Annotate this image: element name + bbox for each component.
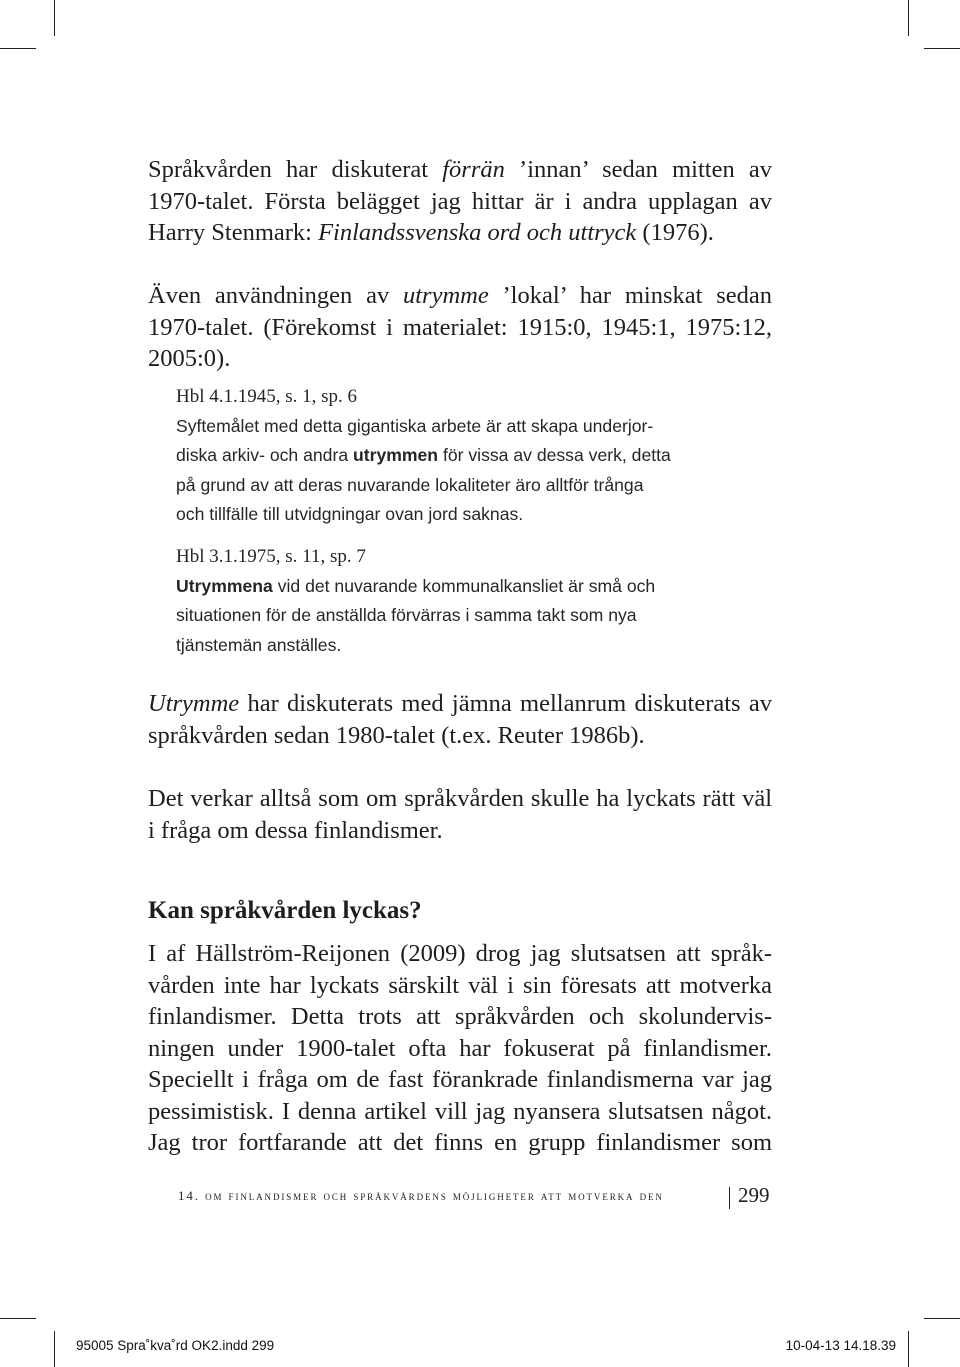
text-line: finlandismer. Detta trots att språkvården och skolundervis- — [148, 1003, 772, 1030]
crop-mark-bottom-right-h — [924, 1318, 960, 1319]
paragraph-conclusion — [148, 783, 772, 846]
text-line: Även användningen av utrymme ’lokal’ har minskat sedan — [148, 282, 772, 309]
text-line: Speciellt i fråga om de fast förankrade finlandismerna var jag — [148, 1066, 772, 1093]
citation-line: diska arkiv- och andra utrymmen för vissa av dessa verk, detta — [176, 445, 671, 465]
crop-mark-bottom-right — [908, 1331, 909, 1367]
text-line: ningen under 1900-talet ofta har fokuserat på finlandismer. — [148, 1034, 772, 1062]
citation-line: situationen för de anställda förvärras i samma takt som nya — [176, 605, 637, 625]
paragraph-forran — [148, 154, 772, 249]
citation-block-1975 — [176, 542, 746, 660]
text-line: Harry Stenmark: Finlandssvenska ord och uttryck (1976). — [148, 219, 714, 246]
citation-block-1945 — [176, 382, 746, 530]
citation-source: Hbl 4.1.1945, s. 1, sp. 6 — [176, 386, 358, 407]
paragraph-utrymme — [148, 280, 772, 375]
citation-line: Utrymmena vid det nuvarande kommunalkansliet är små och — [176, 575, 656, 596]
text-line: I af Hällström-Reijonen (2009) drog jag slutsatsen att språk- — [148, 940, 772, 967]
text-line: pessimistisk. I denna artikel vill jag nyansera slutsatsen något. — [148, 1097, 772, 1125]
citation-line: på grund av att deras nuvarande lokaliteter äro alltför trånga — [176, 474, 644, 495]
print-slug-file: 95005 Spra˚kva˚rd OK2.indd 299 — [76, 1338, 275, 1353]
text-line: i fråga om dessa finlandismer. — [148, 816, 443, 844]
citation-line: tjänstemän anställes. — [176, 634, 342, 655]
running-footer-title: 14. om finlandismer och språkvårdens möjligheter att motverka den — [178, 1188, 664, 1203]
crop-mark-top-left-h — [0, 48, 36, 49]
page-number: 299 — [738, 1183, 770, 1207]
text-line: vården inte har lyckats särskilt väl i sin föresats att motverka — [148, 971, 772, 999]
text-line: språkvården sedan 1980-talet (t.ex. Reuter 1986b). — [148, 721, 645, 749]
text-line: 1970-talet. (Förekomst i materialet: 1915:0, 1945:1, 1975:12, — [148, 313, 772, 341]
text-line: Utrymme har diskuterats med jämna mellanrum diskuterats av — [148, 690, 772, 717]
text-line: Språkvården har diskuterat förrän ’innan’ sedan mitten av — [148, 156, 772, 183]
citation-line: och tillfälle till utvidgningar ovan jord saknas. — [176, 504, 524, 524]
text-line: 2005:0). — [148, 345, 231, 372]
text-line: Det verkar alltså som om språkvården skulle ha lyckats rätt väl — [148, 785, 772, 812]
citation-source: Hbl 3.1.1975, s. 11, sp. 7 — [176, 546, 366, 567]
paragraph-hallstrom — [148, 938, 772, 1159]
crop-mark-top-right — [908, 0, 909, 36]
text-line: 1970-talet. Första belägget jag hittar är i andra upplagan av — [148, 187, 772, 215]
print-slug-timestamp: 10-04-13 14.18.39 — [785, 1338, 896, 1353]
paragraph-utrymme-diskuterats — [148, 688, 772, 751]
footer-separator — [729, 1187, 730, 1209]
crop-mark-top-left — [54, 0, 55, 36]
crop-mark-top-right-h — [924, 48, 960, 49]
section-heading: Kan språkvården lyckas? — [148, 897, 422, 924]
citation-line: Syftemålet med detta gigantiska arbete är att skapa underjor- — [176, 415, 654, 436]
crop-mark-bottom-left-h — [0, 1318, 36, 1319]
text-line: Jag tror fortfarande att det finns en grupp finlandismer som — [148, 1129, 772, 1156]
crop-mark-bottom-left — [54, 1331, 55, 1367]
